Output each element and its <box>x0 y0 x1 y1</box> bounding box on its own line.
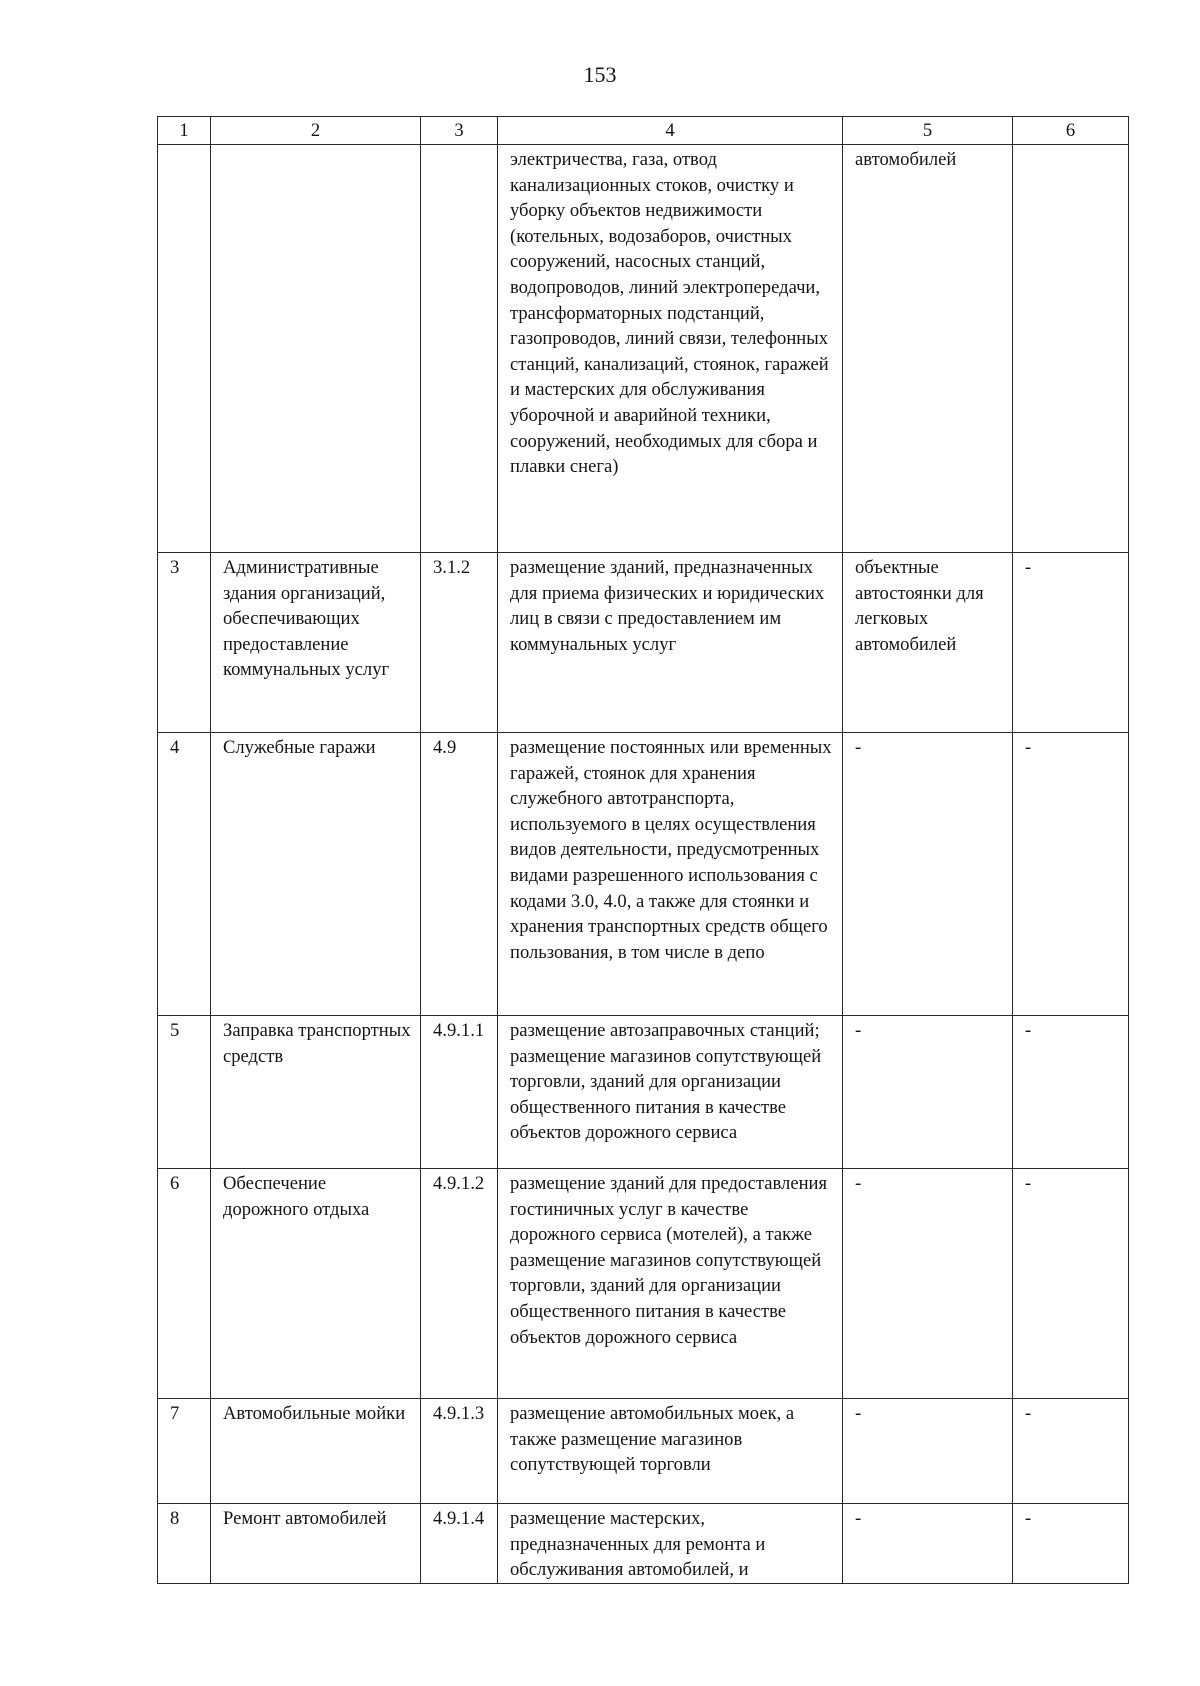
use-name-cell <box>211 145 421 553</box>
use-name-cell: Заправка транспортных средств <box>211 1016 421 1169</box>
table-row <box>158 145 1129 553</box>
land-use-table <box>157 116 1129 1584</box>
column-6-cell: - <box>1013 1016 1129 1169</box>
use-description-cell: размещение автозаправочных станций; размещение магазинов сопутствующей торговли, зданий для организации общественного питания в качестве объектов дорожного сервиса <box>498 1016 843 1169</box>
header-cell: 6 <box>1013 117 1129 145</box>
table-row <box>158 553 1129 733</box>
table-row <box>158 733 1129 1016</box>
row-number-cell: 6 <box>158 1169 211 1399</box>
use-description-cell: размещение мастерских, предназначенных для ремонта и обслуживания автомобилей, и <box>498 1504 843 1584</box>
table-row <box>158 1016 1129 1169</box>
row-number-cell: 8 <box>158 1504 211 1584</box>
use-code-cell: 4.9.1.4 <box>421 1504 498 1584</box>
row-number-cell: 7 <box>158 1399 211 1504</box>
use-description-cell: размещение автомобильных моек, а также размещение магазинов сопутствующей торговли <box>498 1399 843 1504</box>
column-6-cell <box>1013 145 1129 553</box>
use-name-cell: Обеспечение дорожного отдыха <box>211 1169 421 1399</box>
column-6-cell: - <box>1013 1504 1129 1584</box>
row-number-cell: 3 <box>158 553 211 733</box>
column-6-cell: - <box>1013 1399 1129 1504</box>
column-5-cell: - <box>843 1169 1013 1399</box>
column-6-cell: - <box>1013 1169 1129 1399</box>
header-cell: 3 <box>421 117 498 145</box>
row-number-cell: 5 <box>158 1016 211 1169</box>
use-code-cell: 4.9.1.2 <box>421 1169 498 1399</box>
header-cell: 2 <box>211 117 421 145</box>
use-name-cell: Административные здания организаций, обеспечивающих предоставление коммунальных услуг <box>211 553 421 733</box>
column-5-cell: - <box>843 1399 1013 1504</box>
header-cell: 4 <box>498 117 843 145</box>
table-row <box>158 1169 1129 1399</box>
use-name-cell: Автомобильные мойки <box>211 1399 421 1504</box>
header-cell: 5 <box>843 117 1013 145</box>
column-5-cell: - <box>843 1016 1013 1169</box>
use-description-cell: размещение зданий для предоставления гостиничных услуг в качестве дорожного сервиса (мотелей), а также размещение магазинов сопутствующей торговли, зданий для организации общественного питания в качестве объектов дорожного сервиса <box>498 1169 843 1399</box>
row-number-cell <box>158 145 211 553</box>
use-code-cell <box>421 145 498 553</box>
header-cell: 1 <box>158 117 211 145</box>
use-description-cell: электричества, газа, отвод канализационных стоков, очистку и уборку объектов недвижимости (котельных, водозаборов, очистных сооружений, насосных станций, водопроводов, линий электропередачи, трансформаторных подстанций, газопроводов, линий связи, телефонных станций, канализаций, стоянок, гаражей и мастерских для обслуживания уборочной и аварийной техники, сооружений, необходимых для сбора и плавки снега) <box>498 145 843 553</box>
use-code-cell: 4.9 <box>421 733 498 1016</box>
use-name-cell: Служебные гаражи <box>211 733 421 1016</box>
use-description-cell: размещение зданий, предназначенных для приема физических и юридических лиц в связи с предоставлением им коммунальных услуг <box>498 553 843 733</box>
table-row <box>158 1504 1129 1584</box>
row-number-cell: 4 <box>158 733 211 1016</box>
column-5-cell: автомобилей <box>843 145 1013 553</box>
use-code-cell: 4.9.1.3 <box>421 1399 498 1504</box>
column-5-cell: - <box>843 733 1013 1016</box>
use-description-cell: размещение постоянных или временных гаражей, стоянок для хранения служебного автотранспорта, используемого в целях осуществления видов деятельности, предусмотренных видами разрешенного использования с кодами 3.0, 4.0, а также для стоянки и хранения транспортных средств общего пользования, в том числе в депо <box>498 733 843 1016</box>
column-6-cell: - <box>1013 553 1129 733</box>
column-6-cell: - <box>1013 733 1129 1016</box>
header-row <box>158 117 1129 145</box>
use-name-cell: Ремонт автомобилей <box>211 1504 421 1584</box>
use-code-cell: 3.1.2 <box>421 553 498 733</box>
table-row <box>158 1399 1129 1504</box>
use-code-cell: 4.9.1.1 <box>421 1016 498 1169</box>
column-5-cell: - <box>843 1504 1013 1584</box>
page-number: 153 <box>583 62 617 87</box>
column-5-cell: объектные автостоянки для легковых автомобилей <box>843 553 1013 733</box>
